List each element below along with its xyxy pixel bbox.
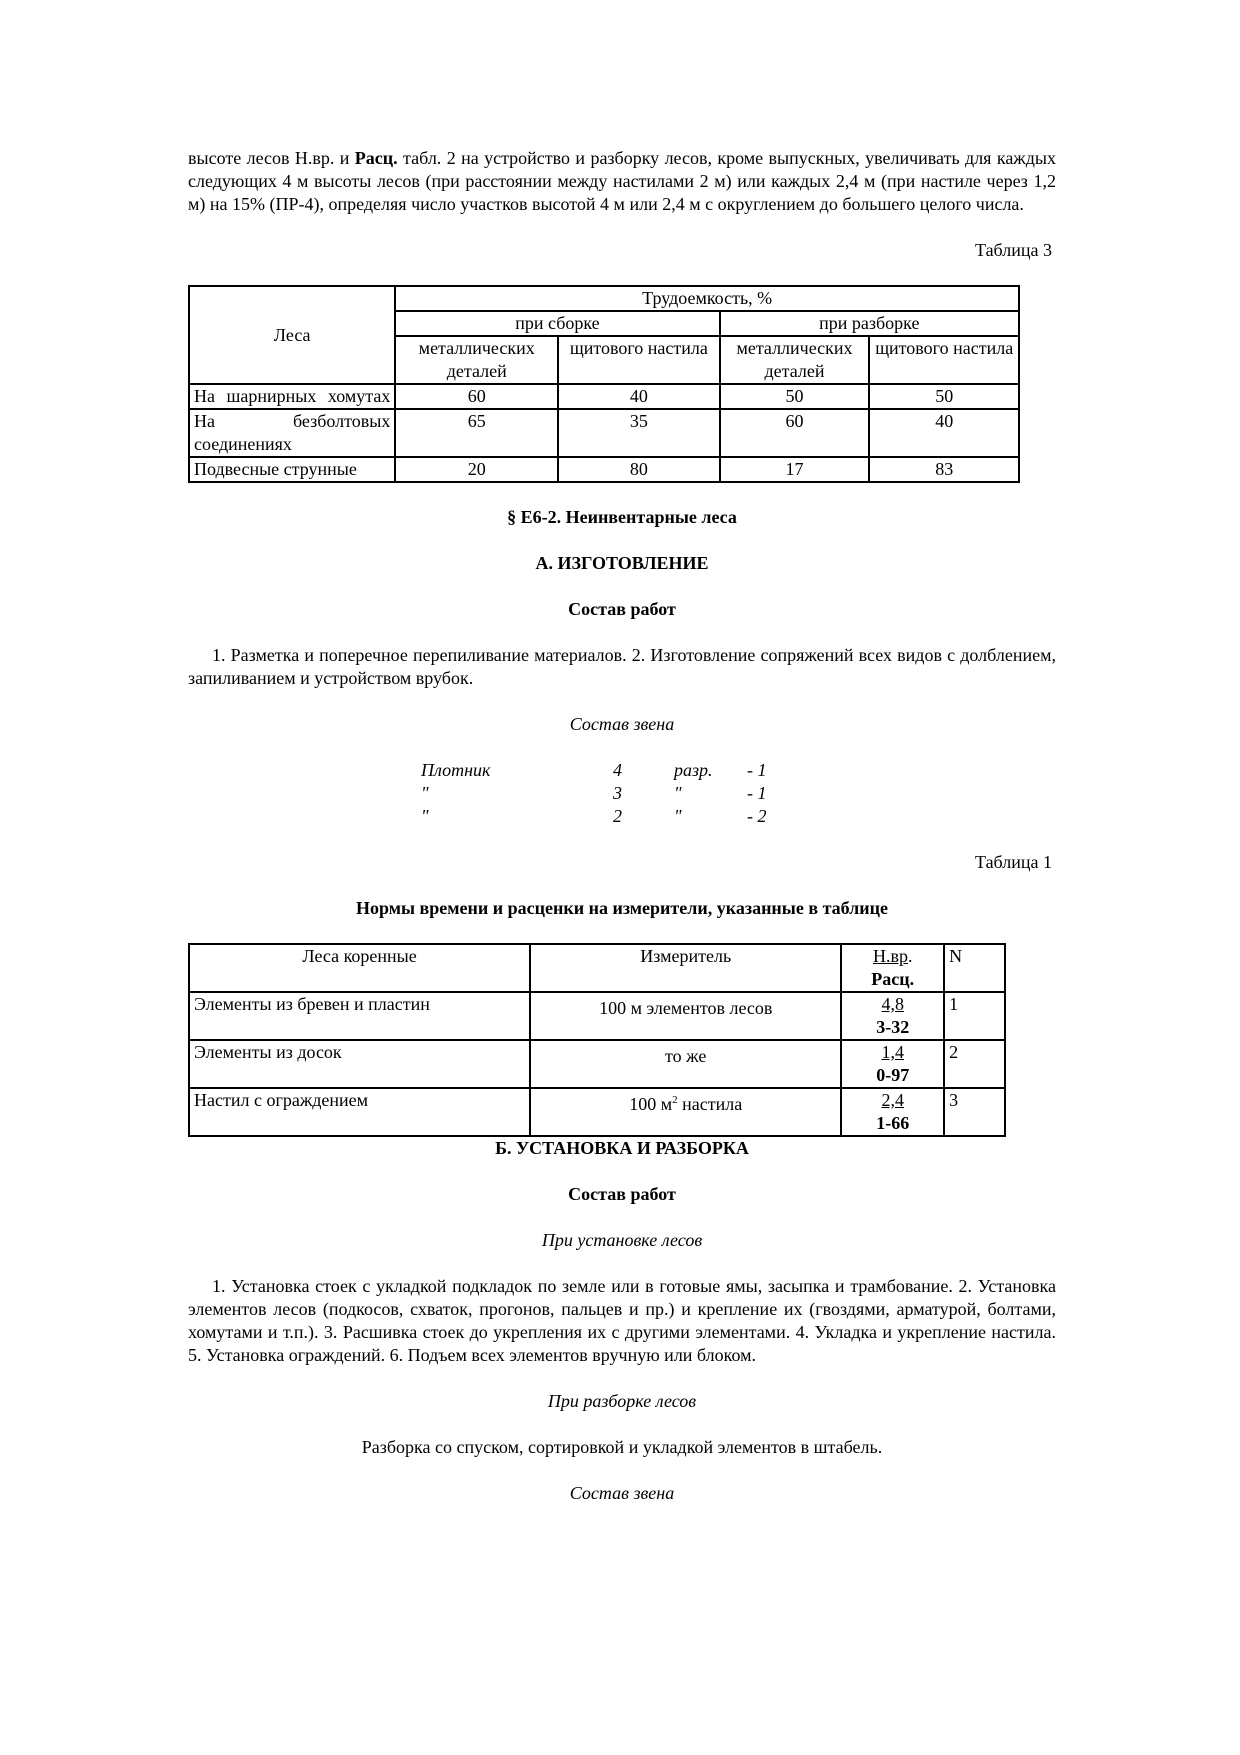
pri-ustanovke-heading: При установке лесов	[541, 1230, 703, 1250]
table3-header-metal-1: металлических деталей	[395, 336, 558, 384]
table3-row-name	[189, 384, 395, 409]
table3-cell: 50	[720, 384, 870, 409]
table3-cell: 40	[869, 409, 1019, 457]
table1-row-izm-text: 100 м	[629, 1094, 673, 1114]
table3-header-shchit-2: щитового настила	[869, 336, 1019, 384]
table-row	[189, 1040, 1005, 1088]
brigade-razr: "	[674, 806, 682, 826]
brigade-trade: "	[421, 806, 429, 826]
brigade-count: - 2	[747, 806, 767, 826]
table3-cell: 65	[395, 409, 558, 457]
table3-cell: 35	[558, 409, 719, 457]
table1-row-izm-tail: настила	[677, 1094, 743, 1114]
table1-row-nvr: 2,4	[881, 1090, 904, 1110]
brigade-count: - 1	[747, 760, 767, 780]
table-row	[189, 409, 1019, 457]
table1-row-rasc: 0-97	[876, 1065, 910, 1085]
table3-row-name-text: На шарнирных хомутах	[194, 386, 391, 406]
table3-caption: Таблица 3	[975, 240, 1052, 260]
table3-header-razborka: при разборке	[720, 311, 1019, 336]
table1-title: Нормы времени и расценки на измерители, указанные в таблице	[355, 898, 889, 918]
table1-row-izm	[530, 992, 841, 1040]
table3-cell: 50	[869, 384, 1019, 409]
brigade-grade: 3	[613, 783, 622, 803]
table1-header-lesa: Леса коренные	[189, 944, 530, 992]
table1-row-rasc: 3-32	[876, 1017, 910, 1037]
table3-cell: 83	[869, 457, 1019, 482]
table3-cell: 60	[395, 384, 558, 409]
table1-row-izm	[530, 1040, 841, 1088]
table-row	[189, 992, 1005, 1040]
section-b-title: Б. УСТАНОВКА И РАЗБОРКА	[495, 1138, 749, 1158]
table3-header-trud: Трудоемкость, %	[395, 286, 1019, 311]
brigade-razr: "	[674, 783, 682, 803]
brigade-list	[188, 759, 1056, 829]
table1-caption: Таблица 1	[975, 852, 1052, 872]
section-a-text: 1. Разметка и поперечное перепиливание материалов. 2. Изготовление сопряжений всех видов с долблением, запиливанием и устройством врубок.	[188, 645, 1056, 688]
table3-cell: 80	[558, 457, 719, 482]
pri-razborke-heading: При разборке лесов	[547, 1391, 697, 1411]
razborka-text: Разборка со спуском, сортировкой и укладкой элементов в штабель.	[361, 1437, 883, 1457]
table1-row-nvr: 4,8	[881, 994, 904, 1014]
section-b-sostav-zvena: Состав звена	[569, 1483, 675, 1503]
table3-header-metal-2: металлических деталей	[720, 336, 870, 384]
sostav-rabot-heading: Состав работ	[568, 599, 676, 619]
table1-header-rasc: Расц.	[871, 969, 915, 989]
table3-header-sborka: при сборке	[395, 311, 719, 336]
table3-cell: 40	[558, 384, 719, 409]
table3-header-shchit-1: щитового настила	[558, 336, 719, 384]
table3-cell: 60	[720, 409, 870, 457]
table1-row-rasc: 1-66	[876, 1113, 910, 1133]
table1	[188, 943, 1006, 1137]
intro-text-1: высоте лесов Н.вр. и	[188, 148, 355, 168]
table1-header-n: N	[944, 944, 1005, 992]
section-b-sostav-rabot: Состав работ	[568, 1184, 676, 1204]
table3-header-lesa: Леса	[189, 286, 395, 384]
intro-text-2: табл. 2 на устройство и разборку лесов, кроме выпускных, увеличивать для каждых следующих 4 м высоты лесов (при расстоянии между настилами 2 м) или каждых 2,4 м (при настиле через 1,2 м) на 15% (ПР-4), определяя число участков высотой 4 м или 2,4 м с округлением до большего целого числа.	[188, 148, 1056, 214]
table1-row-norm	[841, 992, 944, 1040]
section-a-title: А. ИЗГОТОВЛЕНИЕ	[535, 553, 709, 573]
brigade-count: - 1	[747, 783, 767, 803]
table1-header-izm: Измеритель	[530, 944, 841, 992]
table1-row-norm	[841, 1088, 944, 1136]
table1-row-izm-text: 100 м элементов лесов	[599, 998, 773, 1018]
table-row	[189, 457, 1019, 482]
table-row	[189, 384, 1019, 409]
brigade-grade: 2	[613, 806, 622, 826]
table1-header-nvr-dot: .	[907, 946, 913, 966]
table3-cell: 17	[720, 457, 870, 482]
table1-row-norm	[841, 1040, 944, 1088]
table1-header-nvr	[841, 944, 944, 992]
brigade-trade: "	[421, 783, 429, 803]
table1-row-n: 1	[944, 992, 1005, 1040]
sostav-zvena-heading: Состав звена	[569, 714, 675, 734]
table3	[188, 285, 1020, 483]
table1-row-izm-text: то же	[665, 1046, 707, 1066]
table1-row-izm	[530, 1088, 841, 1136]
table1-row-name: Настил с ограждением	[189, 1088, 530, 1136]
table1-row-name: Элементы из досок	[189, 1040, 530, 1088]
brigade-razr: разр.	[674, 760, 713, 780]
table3-cell: 20	[395, 457, 558, 482]
section-title: § Е6-2. Неинвентарные леса	[507, 507, 737, 527]
table1-header-nvr-text: Н.вр	[872, 946, 908, 966]
table-row	[189, 1088, 1005, 1136]
table1-row-izm-sup: 2	[672, 1094, 678, 1106]
table1-row-n: 3	[944, 1088, 1005, 1136]
table1-row-name: Элементы из бревен и пластин	[189, 992, 530, 1040]
ustanovka-text: 1. Установка стоек с укладкой подкладок по земле или в готовые ямы, засыпка и трамбование. 2. Установка элементов лесов (подкосов, схваток, прогонов, пальцев и пр.) и крепление их (гвоздями, арматурой, болтами, хомутами и т.п.). 3. Расшивка стоек до укрепления их с другими элементами. 4. Укладка и укрепление настила. 5. Установка ограждений. 6. Подъем всех элементов вручную или блоком.	[188, 1276, 1056, 1365]
brigade-grade: 4	[613, 760, 622, 780]
table3-row-name: На безболтовых соединениях	[189, 409, 395, 457]
table3-row-name: Подвесные струнные	[189, 457, 395, 482]
table1-row-n: 2	[944, 1040, 1005, 1088]
intro-bold-rasc: Расц.	[354, 148, 398, 168]
brigade-trade: Плотник	[421, 760, 491, 780]
document-page	[188, 147, 1056, 1505]
intro-paragraph	[188, 147, 1056, 216]
table1-row-nvr: 1,4	[881, 1042, 904, 1062]
